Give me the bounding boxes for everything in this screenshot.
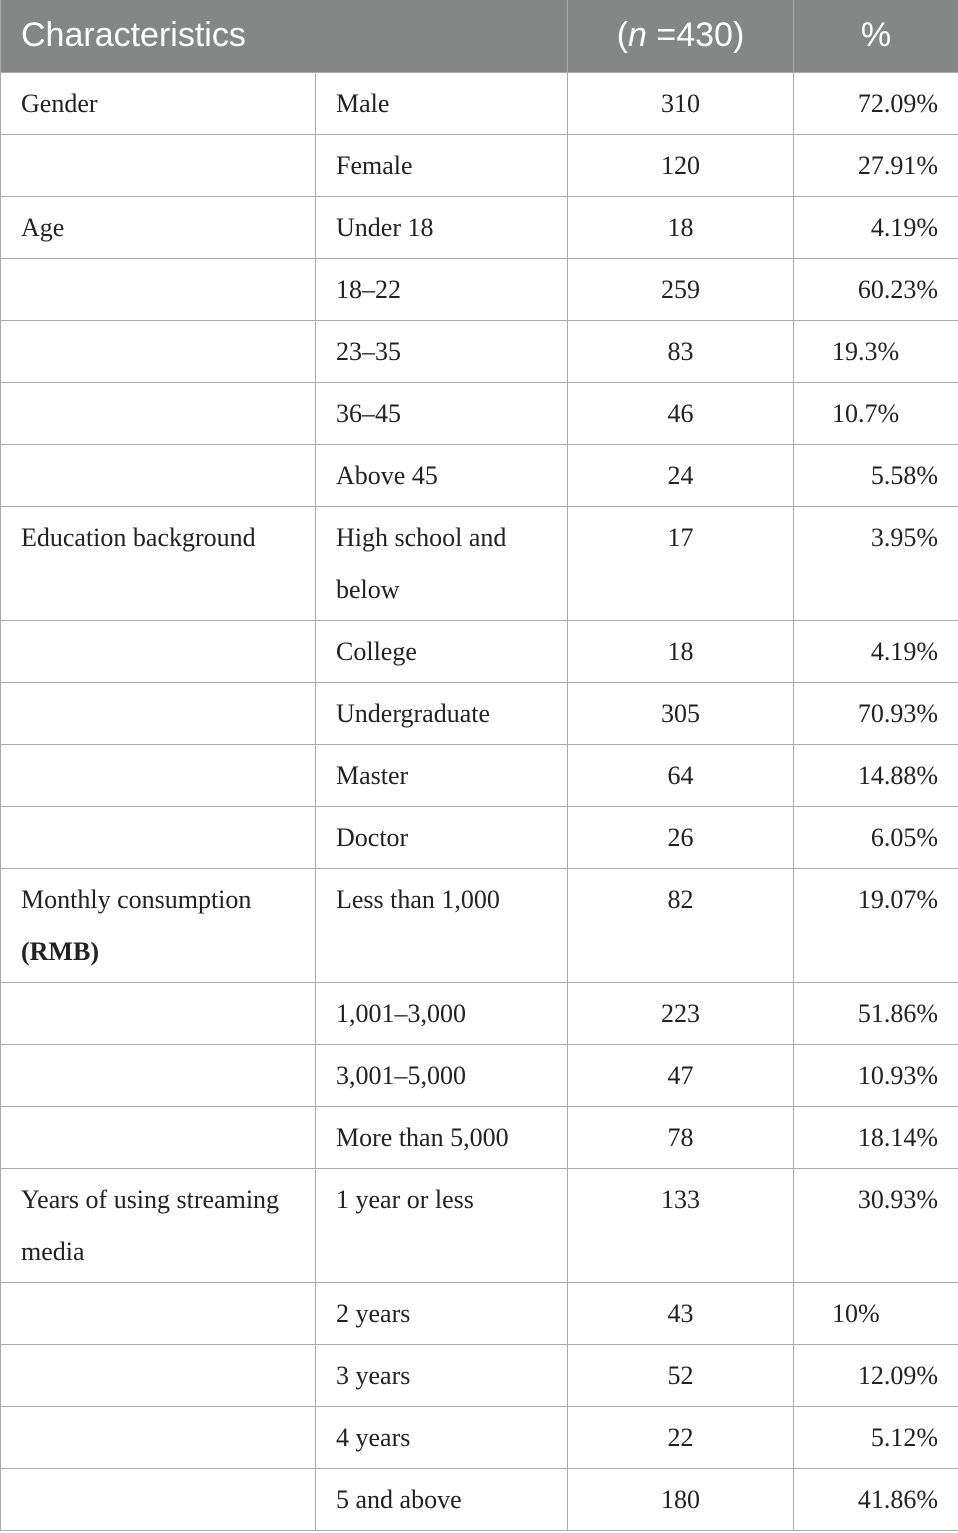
- table-row: [1, 134, 958, 196]
- count-cell: 310: [568, 72, 794, 134]
- header-count-n: n: [628, 16, 647, 55]
- count-cell: 52: [568, 1344, 794, 1406]
- count-cell: 18: [568, 620, 794, 682]
- count-cell: 22: [568, 1406, 794, 1468]
- category-label: Years of using streaming media: [21, 1184, 280, 1266]
- category-cell: [1, 1406, 316, 1468]
- item-cell: More than 5,000: [316, 1106, 568, 1168]
- count-cell: 26: [568, 806, 794, 868]
- item-cell: 23–35: [316, 320, 568, 382]
- count-cell: 83: [568, 320, 794, 382]
- table-row: [1, 72, 958, 134]
- category-label: Gender: [21, 88, 98, 118]
- item-cell: Male: [316, 72, 568, 134]
- percent-cell: 5.58%: [794, 444, 958, 506]
- table-row: [1, 196, 958, 258]
- percent-cell: 3.95%: [794, 506, 958, 620]
- item-cell: 1 year or less: [316, 1168, 568, 1282]
- percent-cell: 19.3%: [794, 320, 958, 382]
- category-cell: [1, 72, 316, 134]
- percent-cell: 14.88%: [794, 744, 958, 806]
- item-cell: College: [316, 620, 568, 682]
- count-cell: 180: [568, 1468, 794, 1530]
- percent-cell: 72.09%: [794, 72, 958, 134]
- header-row: [1, 0, 958, 72]
- header-count-open: (: [616, 16, 629, 55]
- table-row: [1, 1406, 958, 1468]
- percent-cell: 18.14%: [794, 1106, 958, 1168]
- category-cell: [1, 1168, 316, 1282]
- count-cell: 64: [568, 744, 794, 806]
- percent-cell: 12.09%: [794, 1344, 958, 1406]
- table-row: [1, 620, 958, 682]
- table-row: [1, 806, 958, 868]
- table-row: [1, 744, 958, 806]
- item-cell: Under 18: [316, 196, 568, 258]
- count-cell: 18: [568, 196, 794, 258]
- table-row: [1, 1168, 958, 1282]
- item-cell: 5 and above: [316, 1468, 568, 1530]
- percent-cell: 41.86%: [794, 1468, 958, 1530]
- count-cell: 120: [568, 134, 794, 196]
- category-cell: [1, 1044, 316, 1106]
- table-row: [1, 506, 958, 620]
- category-cell: [1, 134, 316, 196]
- table-row: [1, 320, 958, 382]
- count-cell: 305: [568, 682, 794, 744]
- table-row: [1, 1468, 958, 1530]
- category-cell: [1, 444, 316, 506]
- category-cell: [1, 196, 316, 258]
- header-count: [568, 0, 794, 72]
- item-cell: 2 years: [316, 1282, 568, 1344]
- category-cell: [1, 682, 316, 744]
- percent-cell: 60.23%: [794, 258, 958, 320]
- count-cell: 46: [568, 382, 794, 444]
- item-cell: 3 years: [316, 1344, 568, 1406]
- count-cell: 133: [568, 1168, 794, 1282]
- count-cell: 24: [568, 444, 794, 506]
- table-row: [1, 1344, 958, 1406]
- table-row: [1, 444, 958, 506]
- category-cell: [1, 320, 316, 382]
- header-count-rest: =430): [646, 16, 745, 55]
- table-row: [1, 382, 958, 444]
- category-label: Age: [21, 212, 65, 242]
- count-cell: 43: [568, 1282, 794, 1344]
- percent-cell: 6.05%: [794, 806, 958, 868]
- table-header: [1, 0, 958, 72]
- percent-cell: 30.93%: [794, 1168, 958, 1282]
- count-cell: 259: [568, 258, 794, 320]
- table-row: [1, 1282, 958, 1344]
- header-percent: %: [794, 0, 958, 72]
- percent-cell: 10.7%: [794, 382, 958, 444]
- count-cell: 47: [568, 1044, 794, 1106]
- percent-cell: 27.91%: [794, 134, 958, 196]
- item-cell: Undergraduate: [316, 682, 568, 744]
- category-cell: [1, 382, 316, 444]
- category-cell: [1, 620, 316, 682]
- percent-cell: 4.19%: [794, 620, 958, 682]
- category-cell: [1, 744, 316, 806]
- count-cell: 82: [568, 868, 794, 982]
- item-cell: Female: [316, 134, 568, 196]
- table-body: [1, 72, 958, 1530]
- percent-cell: 5.12%: [794, 1406, 958, 1468]
- header-characteristics: Characteristics: [1, 0, 568, 72]
- item-cell: 1,001–3,000: [316, 982, 568, 1044]
- item-cell: 4 years: [316, 1406, 568, 1468]
- percent-cell: 4.19%: [794, 196, 958, 258]
- category-cell: [1, 982, 316, 1044]
- category-label: Monthly consumption: [21, 884, 252, 914]
- category-label: Education background: [21, 522, 256, 552]
- count-cell: 78: [568, 1106, 794, 1168]
- item-cell: Doctor: [316, 806, 568, 868]
- item-cell: Master: [316, 744, 568, 806]
- table-row: [1, 1106, 958, 1168]
- table-row: [1, 258, 958, 320]
- table-row: [1, 982, 958, 1044]
- table-row: [1, 682, 958, 744]
- table-row: [1, 1044, 958, 1106]
- category-cell: [1, 1106, 316, 1168]
- item-cell: 3,001–5,000: [316, 1044, 568, 1106]
- item-cell: Above 45: [316, 444, 568, 506]
- category-cell: [1, 806, 316, 868]
- item-cell: High school and below: [316, 506, 568, 620]
- category-cell: [1, 1344, 316, 1406]
- category-unit: (RMB): [21, 936, 99, 966]
- category-cell: [1, 506, 316, 620]
- count-cell: 17: [568, 506, 794, 620]
- item-cell: 18–22: [316, 258, 568, 320]
- category-cell: [1, 868, 316, 982]
- percent-cell: 19.07%: [794, 868, 958, 982]
- percent-cell: 70.93%: [794, 682, 958, 744]
- percent-cell: 10%: [794, 1282, 958, 1344]
- table-row: [1, 868, 958, 982]
- item-cell: Less than 1,000: [316, 868, 568, 982]
- count-cell: 223: [568, 982, 794, 1044]
- item-cell: 36–45: [316, 382, 568, 444]
- category-cell: [1, 1282, 316, 1344]
- category-cell: [1, 1468, 316, 1530]
- percent-cell: 51.86%: [794, 982, 958, 1044]
- percent-cell: 10.93%: [794, 1044, 958, 1106]
- category-cell: [1, 258, 316, 320]
